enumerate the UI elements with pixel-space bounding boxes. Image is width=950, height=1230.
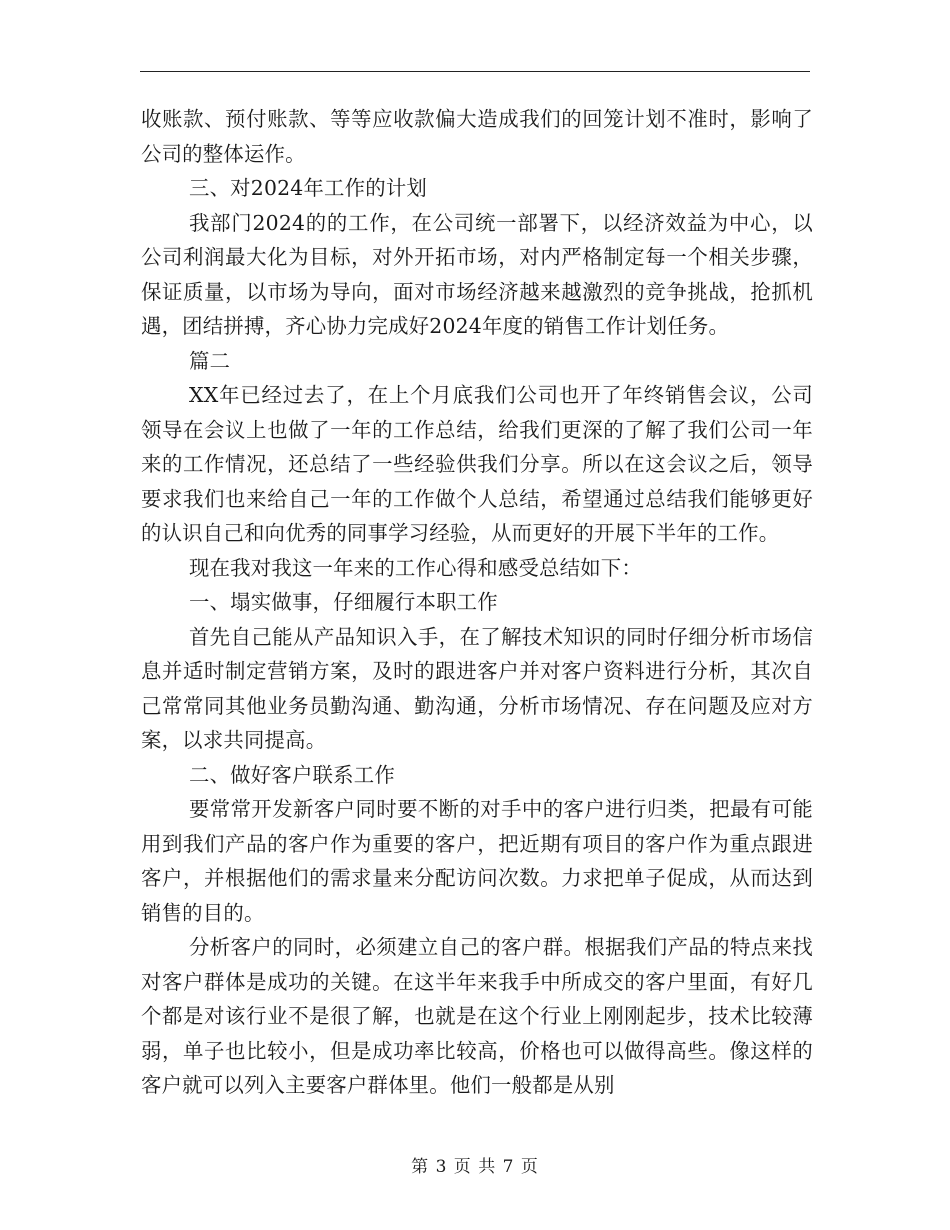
- header-rule: [140, 71, 810, 72]
- paragraph: 现在我对我这一年来的工作心得和感受总结如下：: [189, 555, 642, 580]
- paragraph: 要常常开发新客户同时要不断的对手中的客户进行归类，把最有可能用到我们产品的客户作为重要的客户，把近期有项目的客户作为重点跟进客户，并根据他们的需求量来分配访问次数。力求把单子促成，从而达到销售的目的。: [141, 797, 813, 925]
- paragraph: 收账款、预付账款、等等应收款偏大造成我们的回笼计划不准时，影响了公司的整体运作。: [141, 107, 813, 166]
- document-body: [141, 102, 813, 1103]
- paragraph: XX年已经过去了，在上个月底我们公司也开了年终销售会议，公司领导在会议上也做了一年的工作总结，给我们更深的了解了我们公司一年来的工作情况，还总结了一些经验供我们分享。所以在这会议之后，领导要求我们也来给自己一年的工作做个人总结，希望通过总结我们能够更好的认识自己和向优秀的同事学习经验，从而更好的开展下半年的工作。: [141, 383, 813, 545]
- paragraph: 首先自己能从产品知识入手，在了解技术知识的同时仔细分析市场信息并适时制定营销方案，及时的跟进客户并对客户资料进行分析，其次自己常常同其他业务员勤沟通、勤沟通，分析市场情况、存在问题及应对方案，以求共同提高。: [141, 624, 813, 752]
- paragraph: 我部门2024的的工作，在公司统一部署下，以经济效益为中心，以公司利润最大化为目标，对外开拓市场，对内严格制定每一个相关步骤，保证质量，以市场为导向，面对市场经济越来越激烈的竞争挑战，抢抓机遇，团结拼搏，齐心协力完成好2024年度的销售工作计划任务。: [141, 210, 813, 338]
- paragraph: 分析客户的同时，必须建立自己的客户群。根据我们产品的特点来找对客户群体是成功的关键。在这半年来我手中所成交的客户里面，有好几个都是对该行业不是很了解，也就是在这个行业上刚刚起步，技术比较薄弱，单子也比较小，但是成功率比较高，价格也可以做得高些。像这样的客户就可以列入主要客户群体里。他们一般都是从别: [141, 935, 813, 1097]
- section-heading-part-two: 篇二: [189, 348, 231, 373]
- section-heading-two: 二、做好客户联系工作: [189, 762, 395, 787]
- page-number-footer: 第 3 页 共 7 页: [411, 1157, 539, 1177]
- section-heading-one: 一、塌实做事，仔细履行本职工作: [189, 590, 498, 614]
- section-heading-plan: 三、对2024年工作的计划: [189, 176, 428, 200]
